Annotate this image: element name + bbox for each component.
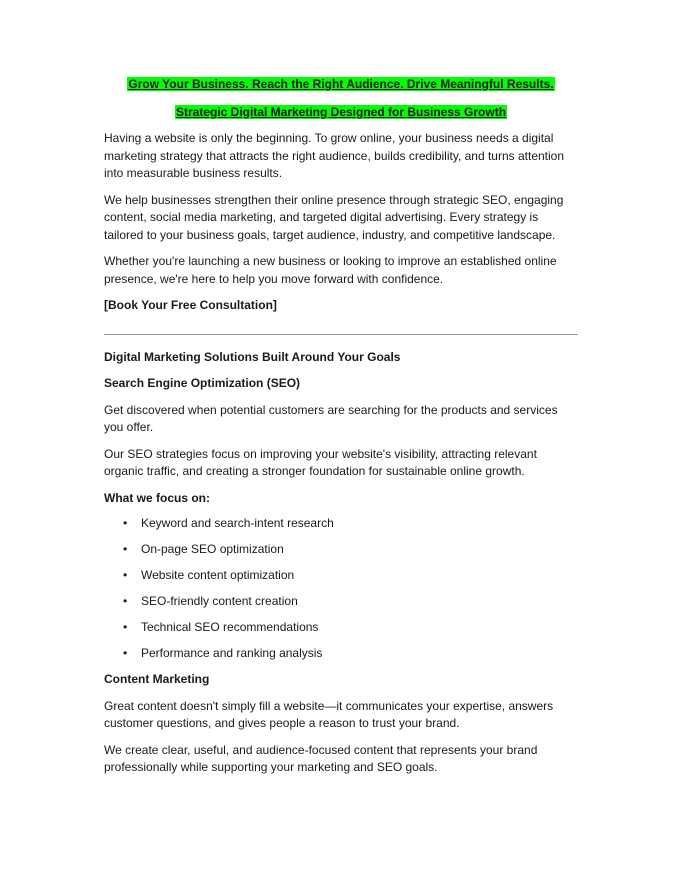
headline: Grow Your Business. Reach the Right Audience. Drive Meaningful Results. <box>128 77 554 91</box>
focus-list <box>104 515 578 663</box>
list-item <box>104 645 578 663</box>
bullet-icon: • <box>123 568 128 582</box>
list-item <box>104 619 578 637</box>
subheadline-row <box>104 104 578 122</box>
list-item-text: On-page SEO optimization <box>141 542 284 556</box>
list-item-text: Technical SEO recommendations <box>141 620 319 634</box>
list-item-text: Website content optimization <box>141 568 295 582</box>
focus-heading: What we focus on: <box>104 490 210 505</box>
intro-paragraph: Whether you're launching a new business or looking to improve an established online presence, we're here to help you move forward with confidence. <box>104 254 557 286</box>
content-paragraph: We create clear, useful, and audience-focused content that represents your brand professionally while supporting your marketing and SEO goals. <box>104 742 538 774</box>
intro-paragraph: We help businesses strengthen their online presence through strategic SEO, engaging content, social media marketing, and targeted digital advertising. Every strategy is tailored to your business goals, target audience, industry, and competitive landscape. <box>104 192 564 242</box>
list-item-text: SEO-friendly content creation <box>141 594 298 608</box>
bullet-icon: • <box>123 620 128 634</box>
list-item-text: Performance and ranking analysis <box>141 646 323 660</box>
intro-paragraph: Having a website is only the beginning. To grow online, your business needs a digital marketing strategy that attracts the right audience, builds credibility, and turns attention into measurable business results. <box>104 131 565 180</box>
seo-heading: Search Engine Optimization (SEO) <box>104 376 301 390</box>
seo-paragraph: Get discovered when potential customers are searching for the products and services you offer. <box>104 402 558 434</box>
subheadline: Strategic Digital Marketing Designed for Business Growth <box>175 104 507 119</box>
list-item <box>104 567 578 585</box>
solutions-heading: Digital Marketing Solutions Built Around Your Goals <box>104 349 401 364</box>
content-paragraph: Great content doesn't simply fill a website—it communicates your expertise, answers customer questions, and gives people a reason to trust your brand. <box>104 698 554 730</box>
content-marketing-heading: Content Marketing <box>104 672 210 686</box>
list-item <box>104 515 578 533</box>
consultation-cta: [Book Your Free Consultation] <box>104 298 277 312</box>
section-divider <box>104 334 578 335</box>
list-item <box>104 593 578 611</box>
list-item <box>104 541 578 559</box>
seo-paragraph: Our SEO strategies focus on improving your website's visibility, attracting relevant organic traffic, and creating a stronger foundation for sustainable online growth. <box>104 446 537 478</box>
bullet-icon: • <box>123 542 128 556</box>
bullet-icon: • <box>123 646 128 660</box>
bullet-icon: • <box>123 516 128 530</box>
headline-row <box>104 76 578 94</box>
bullet-icon: • <box>123 594 128 608</box>
list-item-text: Keyword and search-intent research <box>141 516 334 530</box>
document-page <box>104 76 578 786</box>
